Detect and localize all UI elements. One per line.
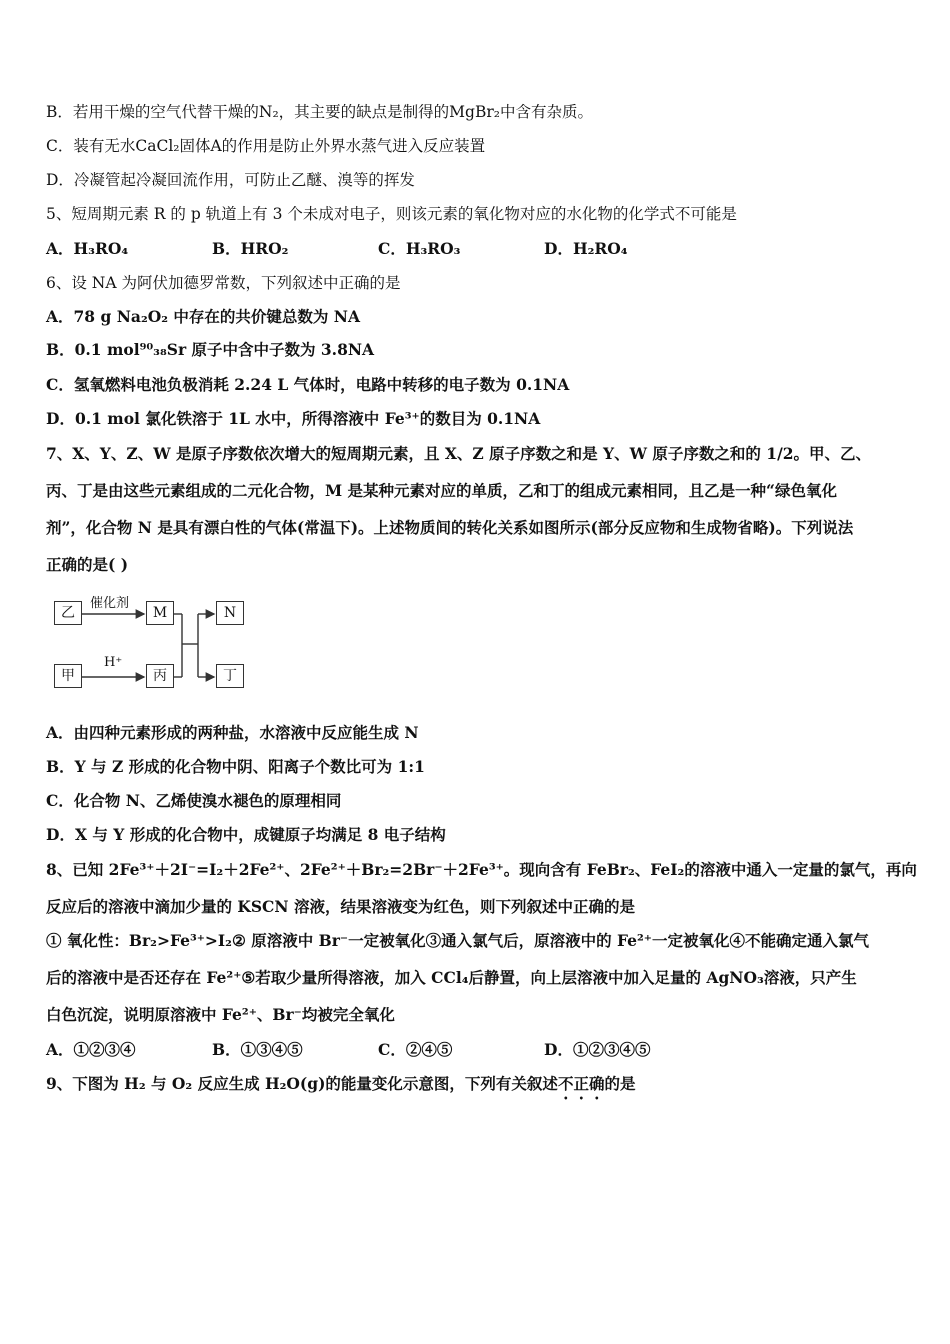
prev-option-c: C．装有无水CaCl₂固体A的作用是防止外界水蒸气进入反应装置	[46, 137, 486, 155]
node-bing: 丙	[146, 664, 174, 688]
conversion-diagram	[40, 588, 260, 700]
prev-option-d: D．冷凝管起冷凝回流作用，可防止乙醚、溴等的挥发	[46, 171, 415, 189]
label-hplus: H⁺	[104, 655, 123, 670]
node-yi: 乙	[54, 601, 82, 625]
q9-text-pre: 9、下图为 H₂ 与 O₂ 反应生成 H₂O(g)的能量变化示意图，下列有关叙述	[46, 1074, 558, 1093]
q5-option-c: C．H₃RO₃	[378, 239, 461, 258]
q9-text-post: 的是	[604, 1074, 636, 1093]
question-8-stem-3: ① 氧化性：Br₂>Fe³⁺>I₂② 原溶液中 Br⁻一定被氧化③通入氯气后，原溶液中的 Fe²⁺一定被氧化④不能确定通入氯气	[46, 931, 869, 950]
q5-option-b: B．HRO₂	[212, 239, 289, 258]
question-7-stem-2: 丙、丁是由这些元素组成的二元化合物，M 是某种元素对应的单质，乙和丁的组成元素相同，且乙是一种“绿色氧化	[46, 481, 837, 500]
node-jia: 甲	[54, 664, 82, 688]
question-7-stem-1: 7、X、Y、Z、W 是原子序数依次增大的短周期元素，且 X、Z 原子序数之和是 Y、W 原子序数之和的 1/2。甲、乙、	[46, 444, 872, 463]
q9-emphasis: 不正确	[557, 1074, 605, 1093]
question-7-stem-3: 剂”，化合物 N 是具有漂白性的气体(常温下)。上述物质间的转化关系如图所示(部分反应物和生成物省略)。下列说法	[46, 518, 854, 537]
node-n: N	[216, 601, 244, 625]
q7-option-c: C．化合物 N、乙烯使溴水褪色的原理相同	[46, 791, 342, 810]
prev-option-b: B．若用干燥的空气代替干燥的N₂，其主要的缺点是制得的MgBr₂中含有杂质。	[46, 103, 593, 121]
question-9-stem	[46, 1074, 910, 1103]
question-5-stem: 5、短周期元素 R 的 p 轨道上有 3 个未成对电子，则该元素的氧化物对应的水化物的化学式不可能是	[46, 205, 737, 223]
q6-option-c: C．氢氧燃料电池负极消耗 2.24 L 气体时，电路中转移的电子数为 0.1NA	[46, 375, 570, 394]
q8-option-a: A．①②③④	[46, 1040, 136, 1059]
question-5-options	[46, 239, 710, 259]
node-ding: 丁	[216, 664, 244, 688]
q5-option-d: D．H₂RO₄	[544, 239, 628, 258]
question-6-stem: 6、设 NA 为阿伏加德罗常数，下列叙述中正确的是	[46, 274, 401, 292]
question-7-stem-4: 正确的是( )	[46, 555, 129, 574]
question-8-stem-5: 白色沉淀，说明原溶液中 Fe²⁺、Br⁻均被完全氧化	[46, 1005, 395, 1024]
q8-option-b: B．①③④⑤	[212, 1040, 303, 1059]
q7-option-b: B．Y 与 Z 形成的化合物中阴、阳离子个数比可为 1:1	[46, 757, 425, 776]
q6-option-b: B．0.1 mol⁹⁰₃₈Sr 原子中含中子数为 3.8NA	[46, 340, 375, 359]
node-m: M	[146, 601, 174, 625]
q8-option-d: D．①②③④⑤	[544, 1040, 651, 1059]
q6-option-a: A．78 g Na₂O₂ 中存在的共价键总数为 NA	[46, 307, 361, 326]
question-8-options	[46, 1040, 710, 1060]
question-8-stem-1: 8、已知 2Fe³⁺＋2I⁻=I₂＋2Fe²⁺、2Fe²⁺＋Br₂=2Br⁻＋2Fe³⁺。现向含有 FeBr₂、FeI₂的溶液中通入一定量的氯气，再向	[46, 860, 917, 879]
question-8-stem-2: 反应后的溶液中滴加少量的 KSCN 溶液，结果溶液变为红色，则下列叙述中正确的是	[46, 897, 635, 916]
question-8-stem-4: 后的溶液中是否还存在 Fe²⁺⑤若取少量所得溶液，加入 CCl₄后静置，向上层溶液中加入足量的 AgNO₃溶液，只产生	[46, 968, 857, 987]
q6-option-d: D．0.1 mol 氯化铁溶于 1L 水中，所得溶液中 Fe³⁺的数目为 0.1NA	[46, 409, 541, 428]
q8-option-c: C．②④⑤	[378, 1040, 453, 1059]
label-catalyst: 催化剂	[90, 596, 130, 611]
q5-option-a: A．H₃RO₄	[46, 239, 129, 258]
q7-option-d: D．X 与 Y 形成的化合物中，成键原子均满足 8 电子结构	[46, 825, 446, 844]
q7-option-a: A．由四种元素形成的两种盐，水溶液中反应能生成 N	[46, 723, 419, 742]
